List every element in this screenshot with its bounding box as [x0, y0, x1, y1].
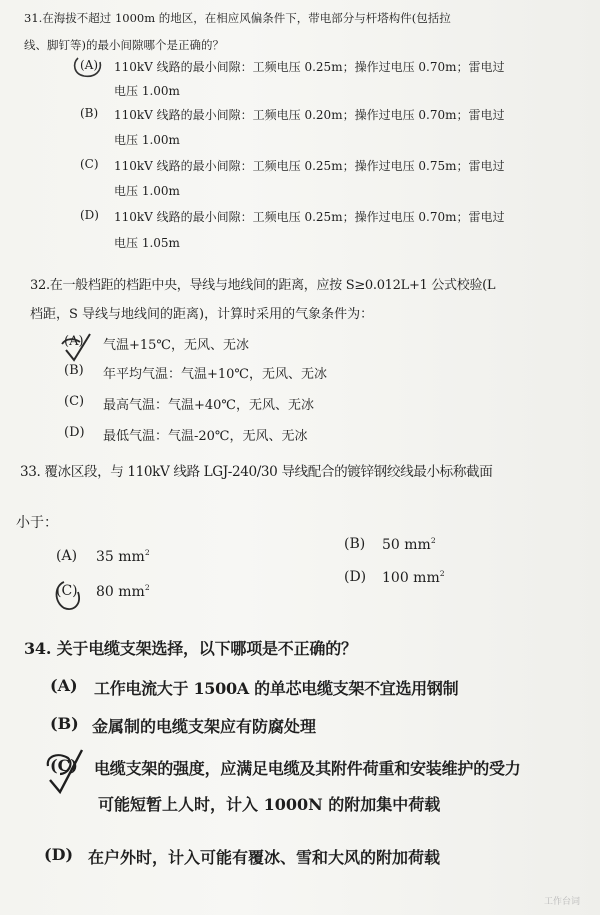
- q32-stem-line1: 32.在一般档距的档距中央，导线与地线间的距离，应按 S≥0.012L+1 公式校验(L: [30, 278, 496, 293]
- q31-option-b-line1: 110kV 线路的最小间隙：工频电压 0.20m；操作过电压 0.70m；雷电过: [114, 108, 505, 122]
- q33-option-c-sup: 2: [144, 583, 150, 592]
- q31-option-d-label: (D): [80, 208, 99, 222]
- q31-option-c-line1: 110kV 线路的最小间隙：工频电压 0.25m；操作过电压 0.75m；雷电过: [114, 159, 505, 173]
- q34-option-b-text: 金属制的电缆支架应有防腐处理: [92, 717, 317, 736]
- q31-stem-line1: 31.在海拔不超过 1000m 的地区，在相应风偏条件下，带电部分与杆塔构件(包括拉: [24, 11, 451, 25]
- q32-option-c-label: (C): [64, 394, 85, 409]
- q33-option-d-label: (D): [344, 569, 367, 585]
- q33-option-c-number: 80 mm: [96, 583, 145, 600]
- q33-option-a-value: [96, 548, 150, 565]
- q32-stem-line2: 档距，S 导线与地线间的距离)，计算时采用的气象条件为：: [30, 307, 374, 322]
- q34-option-b-label: (B): [50, 714, 79, 733]
- q33-option-b-sup: 2: [430, 536, 436, 545]
- q32-option-b-label: (B): [64, 363, 84, 378]
- q33-option-b-label: (B): [344, 536, 366, 552]
- q33-stem-line1: 33. 覆冰区段，与 110kV 线路 LGJ-240/30 导线配合的镀锌钢绞线最小标称截面: [20, 464, 493, 480]
- q31-option-c-label: (C): [80, 157, 99, 171]
- q31-option-b-label: (B): [80, 106, 99, 120]
- q31-stem-line2: 线、脚钉等)的最小间隙哪个是正确的？: [24, 38, 224, 52]
- q33-option-a-number: 35 mm: [96, 548, 145, 565]
- q32-option-b-text: 年平均气温：气温+10℃，无风、无冰: [103, 367, 327, 382]
- q31-option-a-line1: 110kV 线路的最小间隙：工频电压 0.25m；操作过电压 0.70m；雷电过: [114, 60, 505, 74]
- q33-stem-line2: 小于：: [16, 515, 58, 531]
- q33-option-a-label: (A): [56, 548, 78, 564]
- q33-option-d-sup: 2: [439, 569, 445, 578]
- q31-option-d-line2: 电压 1.05m: [114, 236, 180, 250]
- q34-option-a-label: (A): [50, 676, 78, 695]
- q31-option-d-line1: 110kV 线路的最小间隙：工频电压 0.25m；操作过电压 0.70m；雷电过: [114, 210, 505, 224]
- q33-option-a-sup: 2: [144, 548, 150, 557]
- q34-option-d-label: (D): [44, 845, 74, 864]
- q31-option-b-line2: 电压 1.00m: [114, 133, 180, 147]
- q33-option-d-value: [382, 569, 445, 586]
- q32-option-a-text: 气温+15℃，无风、无冰: [103, 338, 249, 353]
- q34-option-c-line2: 可能短暂上人时，计入 1000N 的附加集中荷载: [98, 795, 441, 814]
- q33-option-b-value: [382, 536, 436, 553]
- q31-option-a-line2: 电压 1.00m: [114, 84, 180, 98]
- q34-stem: 34. 关于电缆支架选择，以下哪项是不正确的？: [24, 639, 357, 658]
- q34-option-d-text: 在户外时，计入可能有覆冰、雪和大风的附加荷载: [88, 848, 441, 867]
- q32-option-c-text: 最高气温：气温+40℃，无风、无冰: [103, 398, 314, 413]
- q32-option-a-label: (A): [64, 334, 84, 349]
- q32-option-d-text: 最低气温：气温-20℃，无风、无冰: [103, 429, 308, 444]
- q33-option-c-value: [96, 583, 150, 600]
- watermark: 工作台词: [543, 897, 580, 907]
- q34-option-a-text: 工作电流大于 1500A 的单芯电缆支架不宜选用钢制: [94, 679, 459, 698]
- q34-option-c-label: (C): [50, 756, 78, 775]
- q31-option-c-line2: 电压 1.00m: [114, 184, 180, 198]
- q34-option-c-line1: 电缆支架的强度，应满足电缆及其附件荷重和安装维护的受力: [94, 759, 521, 778]
- q32-option-d-label: (D): [64, 425, 85, 440]
- q31-option-a-label: (A): [80, 58, 99, 72]
- q33-option-b-number: 50 mm: [382, 536, 431, 553]
- q33-option-d-number: 100 mm: [382, 569, 440, 586]
- q33-option-c-label: (C): [56, 583, 78, 599]
